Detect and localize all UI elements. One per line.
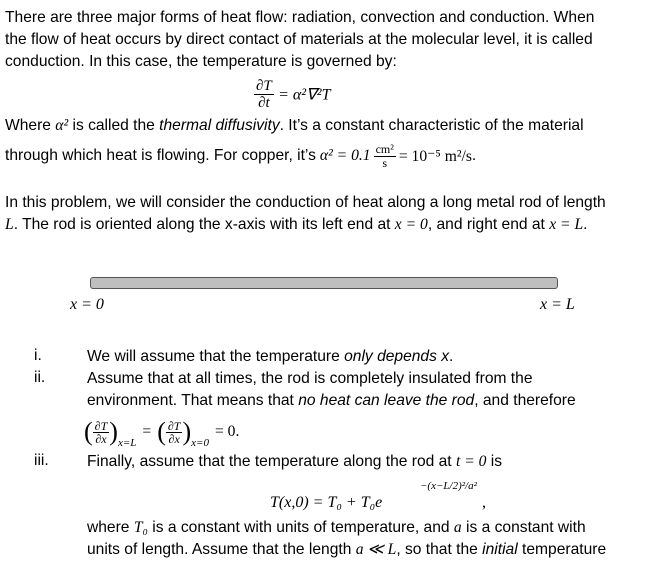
intro-line-1: There are three major forms of heat flow: radiation, convection and conduction. When [5, 9, 595, 26]
bc-num-1: ∂T [94, 418, 108, 433]
text: through which heat is flowing. For copper, it’s [5, 147, 316, 164]
text: . [471, 147, 477, 164]
heat-equation-rhs: = α²∇²T [278, 86, 331, 104]
heat-equation-den: ∂t [258, 95, 270, 111]
units-fraction [374, 143, 396, 170]
paren-close: ) [182, 417, 192, 446]
list-item-ii-line-2 [87, 391, 576, 411]
bc-frac-1 [93, 420, 110, 445]
diffusivity-line-2 [5, 136, 476, 176]
text: is [486, 453, 503, 470]
text: is called the [68, 117, 160, 134]
alpha-squared: α² [55, 117, 69, 134]
paren-close: ) [109, 417, 118, 446]
left-end-expr: x = 0 [394, 216, 428, 233]
list-marker-ii: ii. [34, 369, 46, 386]
text: is a constant with units of temperature, and [147, 519, 454, 536]
boundary-condition-equation [84, 411, 239, 453]
ic-exponent: −(x−L/2)²/a² [420, 480, 477, 492]
right-end-expr: x = L [549, 216, 584, 233]
text: where [87, 519, 134, 536]
bc-sub-1: x=L [117, 437, 137, 449]
thermal-diffusivity-term: thermal diffusivity [159, 117, 280, 134]
units-num: cm² [375, 141, 394, 156]
problem-line-2 [5, 215, 587, 235]
text: Finally, assume that the temperature along the rod at [87, 453, 456, 470]
text: environment. That means that [87, 392, 299, 409]
heat-equation-num: ∂T [256, 78, 272, 94]
heat-equation-fraction [254, 78, 274, 111]
list-marker-i: i. [34, 347, 42, 364]
time-expr: t = 0 [455, 453, 487, 470]
list-item-iii-line-3 [87, 518, 586, 538]
list-item-iii-line-1 [87, 452, 502, 472]
metal-rod [90, 277, 558, 289]
length-relation: a ≪ L [355, 541, 397, 558]
bc-num-2: ∂T [167, 418, 181, 433]
bc-equals: = [142, 423, 152, 440]
diffusivity-line-1 [5, 116, 584, 136]
bc-sub-2: x=0 [191, 437, 209, 449]
text: units of length. Assume that the length [87, 541, 356, 558]
text: , and right end at [427, 216, 550, 233]
paren-open: ( [157, 417, 166, 446]
text: , and therefore [474, 392, 576, 409]
intro-line-2: the flow of heat occurs by direct contact of materials at the molecular level, it is called [5, 31, 593, 48]
a-symbol: a [453, 519, 462, 536]
problem-line-1: In this problem, we will consider the conduction of heat along a long metal rod of length [5, 194, 606, 211]
text: . [583, 216, 588, 233]
ic-main: T(x,0) = T₀ + T₀e [270, 494, 383, 511]
rod-left-label: x = 0 [70, 296, 104, 313]
emphasis: only depends x [344, 348, 450, 365]
list-marker-iii: iii. [34, 452, 49, 469]
heat-equation [254, 78, 331, 111]
copper-value: α² = 0.1 [319, 147, 371, 164]
list-item-i [87, 347, 453, 367]
text: , so that the [396, 541, 483, 558]
intro-line-3: conduction. In this case, the temperature is governed by: [5, 53, 397, 70]
paren-open: ( [84, 417, 93, 446]
emphasis: initial [482, 541, 518, 558]
text: Where [5, 117, 56, 134]
text: . It’s a constant characteristic of the material [279, 117, 584, 134]
si-value: = 10⁻⁵ m²/s [398, 147, 472, 165]
t0-symbol: T₀ [133, 519, 148, 536]
list-item-ii-line-1: Assume that at all times, the rod is completely insulated from the [87, 370, 533, 387]
text: is a constant with [461, 519, 586, 536]
list-item-iii-line-4 [87, 540, 606, 560]
bc-end: = 0. [214, 423, 240, 440]
units-den: s [382, 155, 388, 170]
bc-frac-2 [166, 420, 183, 445]
rod-right-label: x = L [540, 296, 575, 313]
text: . [449, 348, 454, 365]
emphasis: no heat can leave the rod [298, 392, 475, 409]
text: We will assume that the temperature [87, 348, 345, 365]
bc-den-2: ∂x [168, 431, 180, 446]
text: temperature [517, 541, 607, 558]
text: . The rod is oriented along the x-axis with its left end at [13, 216, 395, 233]
length-symbol: L [5, 216, 14, 233]
bc-den-1: ∂x [95, 431, 107, 446]
ic-comma: , [482, 494, 486, 511]
